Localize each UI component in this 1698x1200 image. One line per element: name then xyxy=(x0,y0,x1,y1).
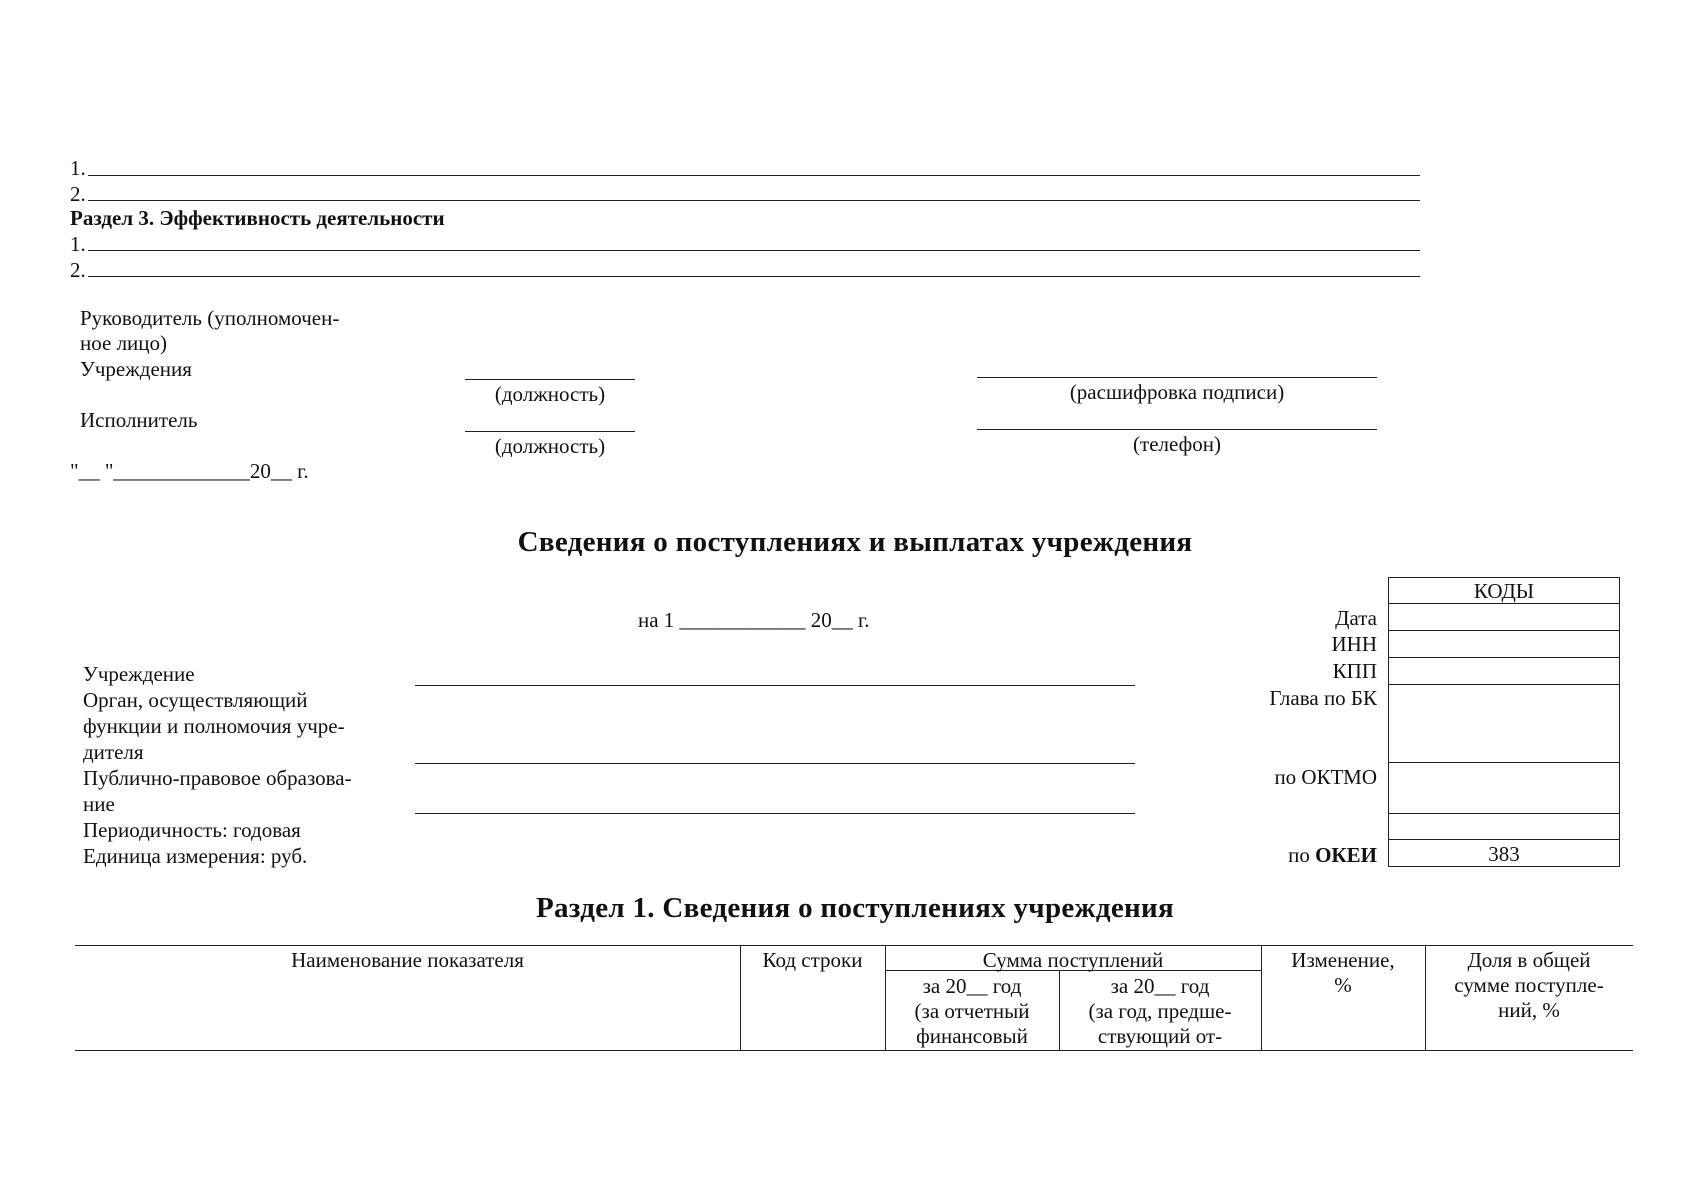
year2-line3: ствующий от- xyxy=(1097,1024,1223,1049)
item-4-line xyxy=(88,276,1420,277)
col-header-year2 xyxy=(1059,974,1261,1050)
codes-row-sep xyxy=(1389,813,1619,814)
codes-date-label: Дата xyxy=(1335,606,1377,630)
codes-kpp-label: КПП xyxy=(1332,659,1377,683)
table-top-border xyxy=(75,945,1633,946)
codes-glava-label: Глава по БК xyxy=(1269,686,1377,710)
executor-position-line xyxy=(465,431,635,432)
col-header-sum: Сумма поступлений xyxy=(982,948,1164,972)
col-header-change xyxy=(1261,948,1425,998)
section3-title: Раздел 3. Эффективность деятельности xyxy=(70,206,445,230)
organ-label-line2: функции и полномочия учре- xyxy=(83,714,345,738)
codes-row-sep xyxy=(1389,762,1619,763)
change-line1: Изменение, xyxy=(1291,948,1395,972)
change-line2: % xyxy=(1334,973,1352,998)
codes-oktmo-label: по ОКТМО xyxy=(1274,765,1377,789)
okei-code-value: 383 xyxy=(1488,842,1520,866)
periodicity-label: Периодичность: годовая xyxy=(83,818,301,842)
share-line2: сумме поступле- xyxy=(1454,973,1604,998)
signature-date: "__ "_____________20__ г. xyxy=(70,459,309,483)
col-header-code: Код строки xyxy=(762,948,863,972)
codes-header: КОДЫ xyxy=(1473,579,1535,603)
public-entity-label-line2: ние xyxy=(83,792,115,816)
share-line3: ний, % xyxy=(1498,998,1560,1023)
head-label-line2: ное лицо) xyxy=(80,331,168,355)
head-position-caption: (должность) xyxy=(494,382,606,406)
col-header-year1 xyxy=(885,974,1059,1050)
executor-position-caption: (должность) xyxy=(494,434,606,458)
executor-phone-caption: (телефон) xyxy=(1133,432,1221,456)
organ-line xyxy=(415,763,1135,764)
codes-okei-label xyxy=(1150,845,1377,866)
item-3-number: 1. xyxy=(70,232,86,256)
codes-row-sep xyxy=(1389,603,1619,604)
organ-label-line3: дителя xyxy=(83,740,144,764)
executor-label: Исполнитель xyxy=(80,408,198,432)
institution-line xyxy=(415,685,1135,686)
head-decode-line xyxy=(977,377,1377,378)
share-line1: Доля в общей xyxy=(1467,948,1591,972)
section1-title: Раздел 1. Сведения о поступлениях учреждения xyxy=(535,892,1175,924)
head-label-line3: Учреждения xyxy=(80,357,192,381)
codes-table xyxy=(1388,577,1620,867)
unit-label: Единица измерения: руб. xyxy=(83,844,308,868)
col-header-share xyxy=(1425,948,1633,1024)
codes-row-sep xyxy=(1389,839,1619,840)
okei-prefix: по xyxy=(1288,843,1316,867)
year1-line2: (за отчетный xyxy=(914,999,1030,1024)
year2-line2: (за год, предше- xyxy=(1088,999,1232,1024)
public-entity-line xyxy=(415,813,1135,814)
main-title: Сведения о поступлениях и выплатах учреждения xyxy=(517,526,1193,558)
item-2-line xyxy=(88,200,1420,201)
report-date-line: на 1 ____________ 20__ г. xyxy=(638,608,870,632)
codes-inn-label: ИНН xyxy=(1331,632,1377,656)
item-1-number: 1. xyxy=(70,156,86,180)
okei-abbr: ОКЕИ xyxy=(1315,843,1377,867)
item-2-number: 2. xyxy=(70,182,86,206)
codes-row-sep xyxy=(1389,684,1619,685)
public-entity-label-line1: Публично-правовое образова- xyxy=(83,766,352,790)
year2-line1: за 20__ год xyxy=(1110,974,1210,998)
executor-phone-line xyxy=(977,429,1377,430)
organ-label-line1: Орган, осуществляющий xyxy=(83,688,308,712)
year1-line1: за 20__ год xyxy=(922,974,1022,998)
codes-row-sep xyxy=(1389,657,1619,658)
head-label-line1: Руководитель (уполномочен- xyxy=(80,306,340,330)
item-4-number: 2. xyxy=(70,258,86,282)
item-3-line xyxy=(88,250,1420,251)
col-header-name: Наименование показателя xyxy=(291,948,524,972)
codes-row-sep xyxy=(1389,630,1619,631)
institution-label: Учреждение xyxy=(83,662,195,686)
table-bottom-border xyxy=(75,1050,1633,1051)
item-1-line xyxy=(88,175,1420,176)
year1-line3: финансовый xyxy=(916,1024,1028,1049)
head-decode-caption: (расшифровка подписи) xyxy=(1069,380,1285,404)
head-position-line xyxy=(465,379,635,380)
